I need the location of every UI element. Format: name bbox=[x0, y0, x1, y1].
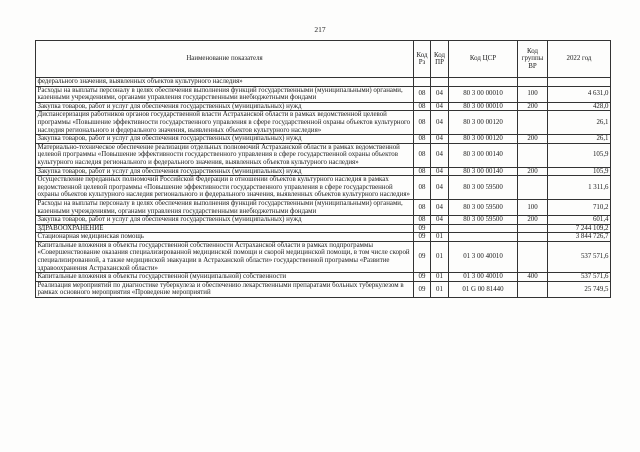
row-pr-code: 04 bbox=[431, 86, 449, 102]
row-name: федерального значения, выявленных объектов культурного наследия» bbox=[36, 78, 414, 87]
row-vr-code bbox=[518, 224, 548, 233]
row-csr-code bbox=[449, 233, 518, 242]
row-csr-code: 80 3 00 59500 bbox=[449, 176, 518, 200]
row-name: Закупка товаров, работ и услуг для обеспечения государственных (муниципальных) нужд bbox=[36, 135, 414, 144]
table-row bbox=[36, 102, 611, 111]
row-vr-code: 200 bbox=[518, 102, 548, 111]
row-csr-code: 80 3 00 00140 bbox=[449, 143, 518, 167]
table-row bbox=[36, 167, 611, 176]
row-name: ЗДРАВООХРАНЕНИЕ bbox=[36, 224, 414, 233]
row-amount: 428,0 bbox=[548, 102, 611, 111]
table-row bbox=[36, 78, 611, 87]
header-rz: Код Рз bbox=[414, 41, 431, 78]
row-amount: 537 571,6 bbox=[548, 241, 611, 272]
header-name: Наименование показателя bbox=[36, 41, 414, 78]
row-rz-code: 08 bbox=[414, 176, 431, 200]
row-vr-code: 400 bbox=[518, 273, 548, 282]
row-name: Диспансеризация работников органов государственной власти Астраханской области в рамках ведомственной целевой программы «Повышение эффективности государственного управления в сфере государственной охраны объектов культурного наследия регионального и федерального значения, выявленных объектов культурного наследия» bbox=[36, 111, 414, 135]
row-name: Капитальные вложения в объекты государственной собственности Астраханской области в рамках подпрограммы «Совершенствование оказания специализированной медицинской помощи и скорой медицинской помощи, в том числе скорой специализированной, а также медицинской эвакуации в Астраханской области» государственной программы «Развитие здравоохранения Астраханской области» bbox=[36, 241, 414, 272]
row-rz-code: 09 bbox=[414, 224, 431, 233]
row-pr-code: 04 bbox=[431, 167, 449, 176]
row-vr-code bbox=[518, 176, 548, 200]
row-amount: 537 571,6 bbox=[548, 273, 611, 282]
table-row bbox=[36, 135, 611, 144]
row-rz-code: 08 bbox=[414, 111, 431, 135]
table-row bbox=[36, 86, 611, 102]
row-rz-code: 08 bbox=[414, 86, 431, 102]
table-row bbox=[36, 111, 611, 135]
row-pr-code: 04 bbox=[431, 216, 449, 225]
row-name: Расходы на выплаты персоналу в целях обеспечения выполнения функций государственными (муниципальными) органами, казенными учреждениями, органами управления государственными внебюджетными фондами bbox=[36, 86, 414, 102]
row-name: Расходы на выплаты персоналу в целях обеспечения выполнения функций государственными (муниципальными) органами, казенными учреждениями, органами управления государственными внебюджетными фондами bbox=[36, 199, 414, 215]
row-amount: 25 749,5 bbox=[548, 281, 611, 297]
row-amount: 710,2 bbox=[548, 199, 611, 215]
row-amount: 3 844 726,7 bbox=[548, 233, 611, 242]
row-pr-code: 01 bbox=[431, 241, 449, 272]
row-vr-code bbox=[518, 241, 548, 272]
row-name: Реализация мероприятий по диагностике туберкулеза и обеспечению лекарственными препаратами больных туберкулезом в рамках основного мероприятия «Проведение мероприятий bbox=[36, 281, 414, 297]
row-rz-code: 08 bbox=[414, 135, 431, 144]
header-year: 2022 год bbox=[548, 41, 611, 78]
row-csr-code bbox=[449, 224, 518, 233]
table-row bbox=[36, 176, 611, 200]
row-pr-code: 04 bbox=[431, 111, 449, 135]
table-row bbox=[36, 143, 611, 167]
row-csr-code bbox=[449, 78, 518, 87]
row-pr-code: 04 bbox=[431, 143, 449, 167]
row-rz-code: 08 bbox=[414, 216, 431, 225]
row-csr-code: 80 3 00 00120 bbox=[449, 111, 518, 135]
row-vr-code: 200 bbox=[518, 135, 548, 144]
table-row bbox=[36, 199, 611, 215]
row-csr-code: 80 3 00 00010 bbox=[449, 86, 518, 102]
row-name: Закупка товаров, работ и услуг для обеспечения государственных (муниципальных) нужд bbox=[36, 102, 414, 111]
row-amount: 4 631,0 bbox=[548, 86, 611, 102]
row-rz-code: 08 bbox=[414, 199, 431, 215]
row-csr-code: 01 G 00 81440 bbox=[449, 281, 518, 297]
row-vr-code: 200 bbox=[518, 216, 548, 225]
header-csr: Код ЦСР bbox=[449, 41, 518, 78]
row-vr-code bbox=[518, 143, 548, 167]
row-vr-code bbox=[518, 233, 548, 242]
row-name: Закупка товаров, работ и услуг для обеспечения государственных (муниципальных) нужд bbox=[36, 167, 414, 176]
row-amount: 1 311,6 bbox=[548, 176, 611, 200]
row-amount: 105,9 bbox=[548, 143, 611, 167]
row-pr-code: 01 bbox=[431, 273, 449, 282]
table-row bbox=[36, 224, 611, 233]
table-row bbox=[36, 233, 611, 242]
header-vr: Код группы ВР bbox=[518, 41, 548, 78]
row-vr-code: 100 bbox=[518, 86, 548, 102]
row-vr-code bbox=[518, 78, 548, 87]
row-pr-code: 01 bbox=[431, 233, 449, 242]
row-csr-code: 01 3 00 40010 bbox=[449, 273, 518, 282]
row-amount: 7 244 109,2 bbox=[548, 224, 611, 233]
row-amount: 26,1 bbox=[548, 111, 611, 135]
row-name: Стационарная медицинская помощь bbox=[36, 233, 414, 242]
row-csr-code: 80 3 00 59500 bbox=[449, 199, 518, 215]
row-pr-code bbox=[431, 224, 449, 233]
row-rz-code bbox=[414, 78, 431, 87]
row-csr-code: 80 3 00 59500 bbox=[449, 216, 518, 225]
row-name: Закупка товаров, работ и услуг для обеспечения государственных (муниципальных) нужд bbox=[36, 216, 414, 225]
row-pr-code bbox=[431, 78, 449, 87]
row-rz-code: 08 bbox=[414, 167, 431, 176]
table-row bbox=[36, 241, 611, 272]
row-csr-code: 80 3 00 00140 bbox=[449, 167, 518, 176]
row-vr-code bbox=[518, 111, 548, 135]
row-rz-code: 09 bbox=[414, 273, 431, 282]
table-row bbox=[36, 273, 611, 282]
header-pr: Код ПР bbox=[431, 41, 449, 78]
row-csr-code: 01 3 00 40010 bbox=[449, 241, 518, 272]
row-pr-code: 04 bbox=[431, 102, 449, 111]
row-pr-code: 04 bbox=[431, 199, 449, 215]
row-name: Капитальные вложения в объекты государственной (муниципальной) собственности bbox=[36, 273, 414, 282]
row-vr-code: 100 bbox=[518, 199, 548, 215]
row-vr-code bbox=[518, 281, 548, 297]
row-rz-code: 09 bbox=[414, 281, 431, 297]
row-rz-code: 08 bbox=[414, 102, 431, 111]
row-amount: 601,4 bbox=[548, 216, 611, 225]
table-row bbox=[36, 216, 611, 225]
row-name: Материально-техническое обеспечение реализации отдельных полномочий Астраханской области в рамках ведомственной целевой программы «Повышение эффективности государственного управления в сфере государственной охраны объектов культурного наследия регионального и федерального значения, выявленных объектов культурного наследия» bbox=[36, 143, 414, 167]
row-amount bbox=[548, 78, 611, 87]
row-amount: 105,9 bbox=[548, 167, 611, 176]
row-pr-code: 04 bbox=[431, 176, 449, 200]
row-name: Осуществление переданных полномочий Российской Федерации в отношении объектов культурного наследия в рамках ведомственной целевой программы «Повышение эффективности государственного управления в сфере государственной охраны объектов культурного наследия регионального и федерального значения, выявленных объектов культурного наследия» bbox=[36, 176, 414, 200]
table-header-row bbox=[36, 41, 611, 78]
row-pr-code: 01 bbox=[431, 281, 449, 297]
row-rz-code: 09 bbox=[414, 241, 431, 272]
row-csr-code: 80 3 00 00010 bbox=[449, 102, 518, 111]
budget-table bbox=[35, 40, 611, 298]
row-amount: 26,1 bbox=[548, 135, 611, 144]
row-vr-code: 200 bbox=[518, 167, 548, 176]
table-row bbox=[36, 281, 611, 297]
row-csr-code: 80 3 00 00120 bbox=[449, 135, 518, 144]
row-pr-code: 04 bbox=[431, 135, 449, 144]
row-rz-code: 09 bbox=[414, 233, 431, 242]
row-rz-code: 08 bbox=[414, 143, 431, 167]
page-number: 217 bbox=[314, 25, 326, 34]
